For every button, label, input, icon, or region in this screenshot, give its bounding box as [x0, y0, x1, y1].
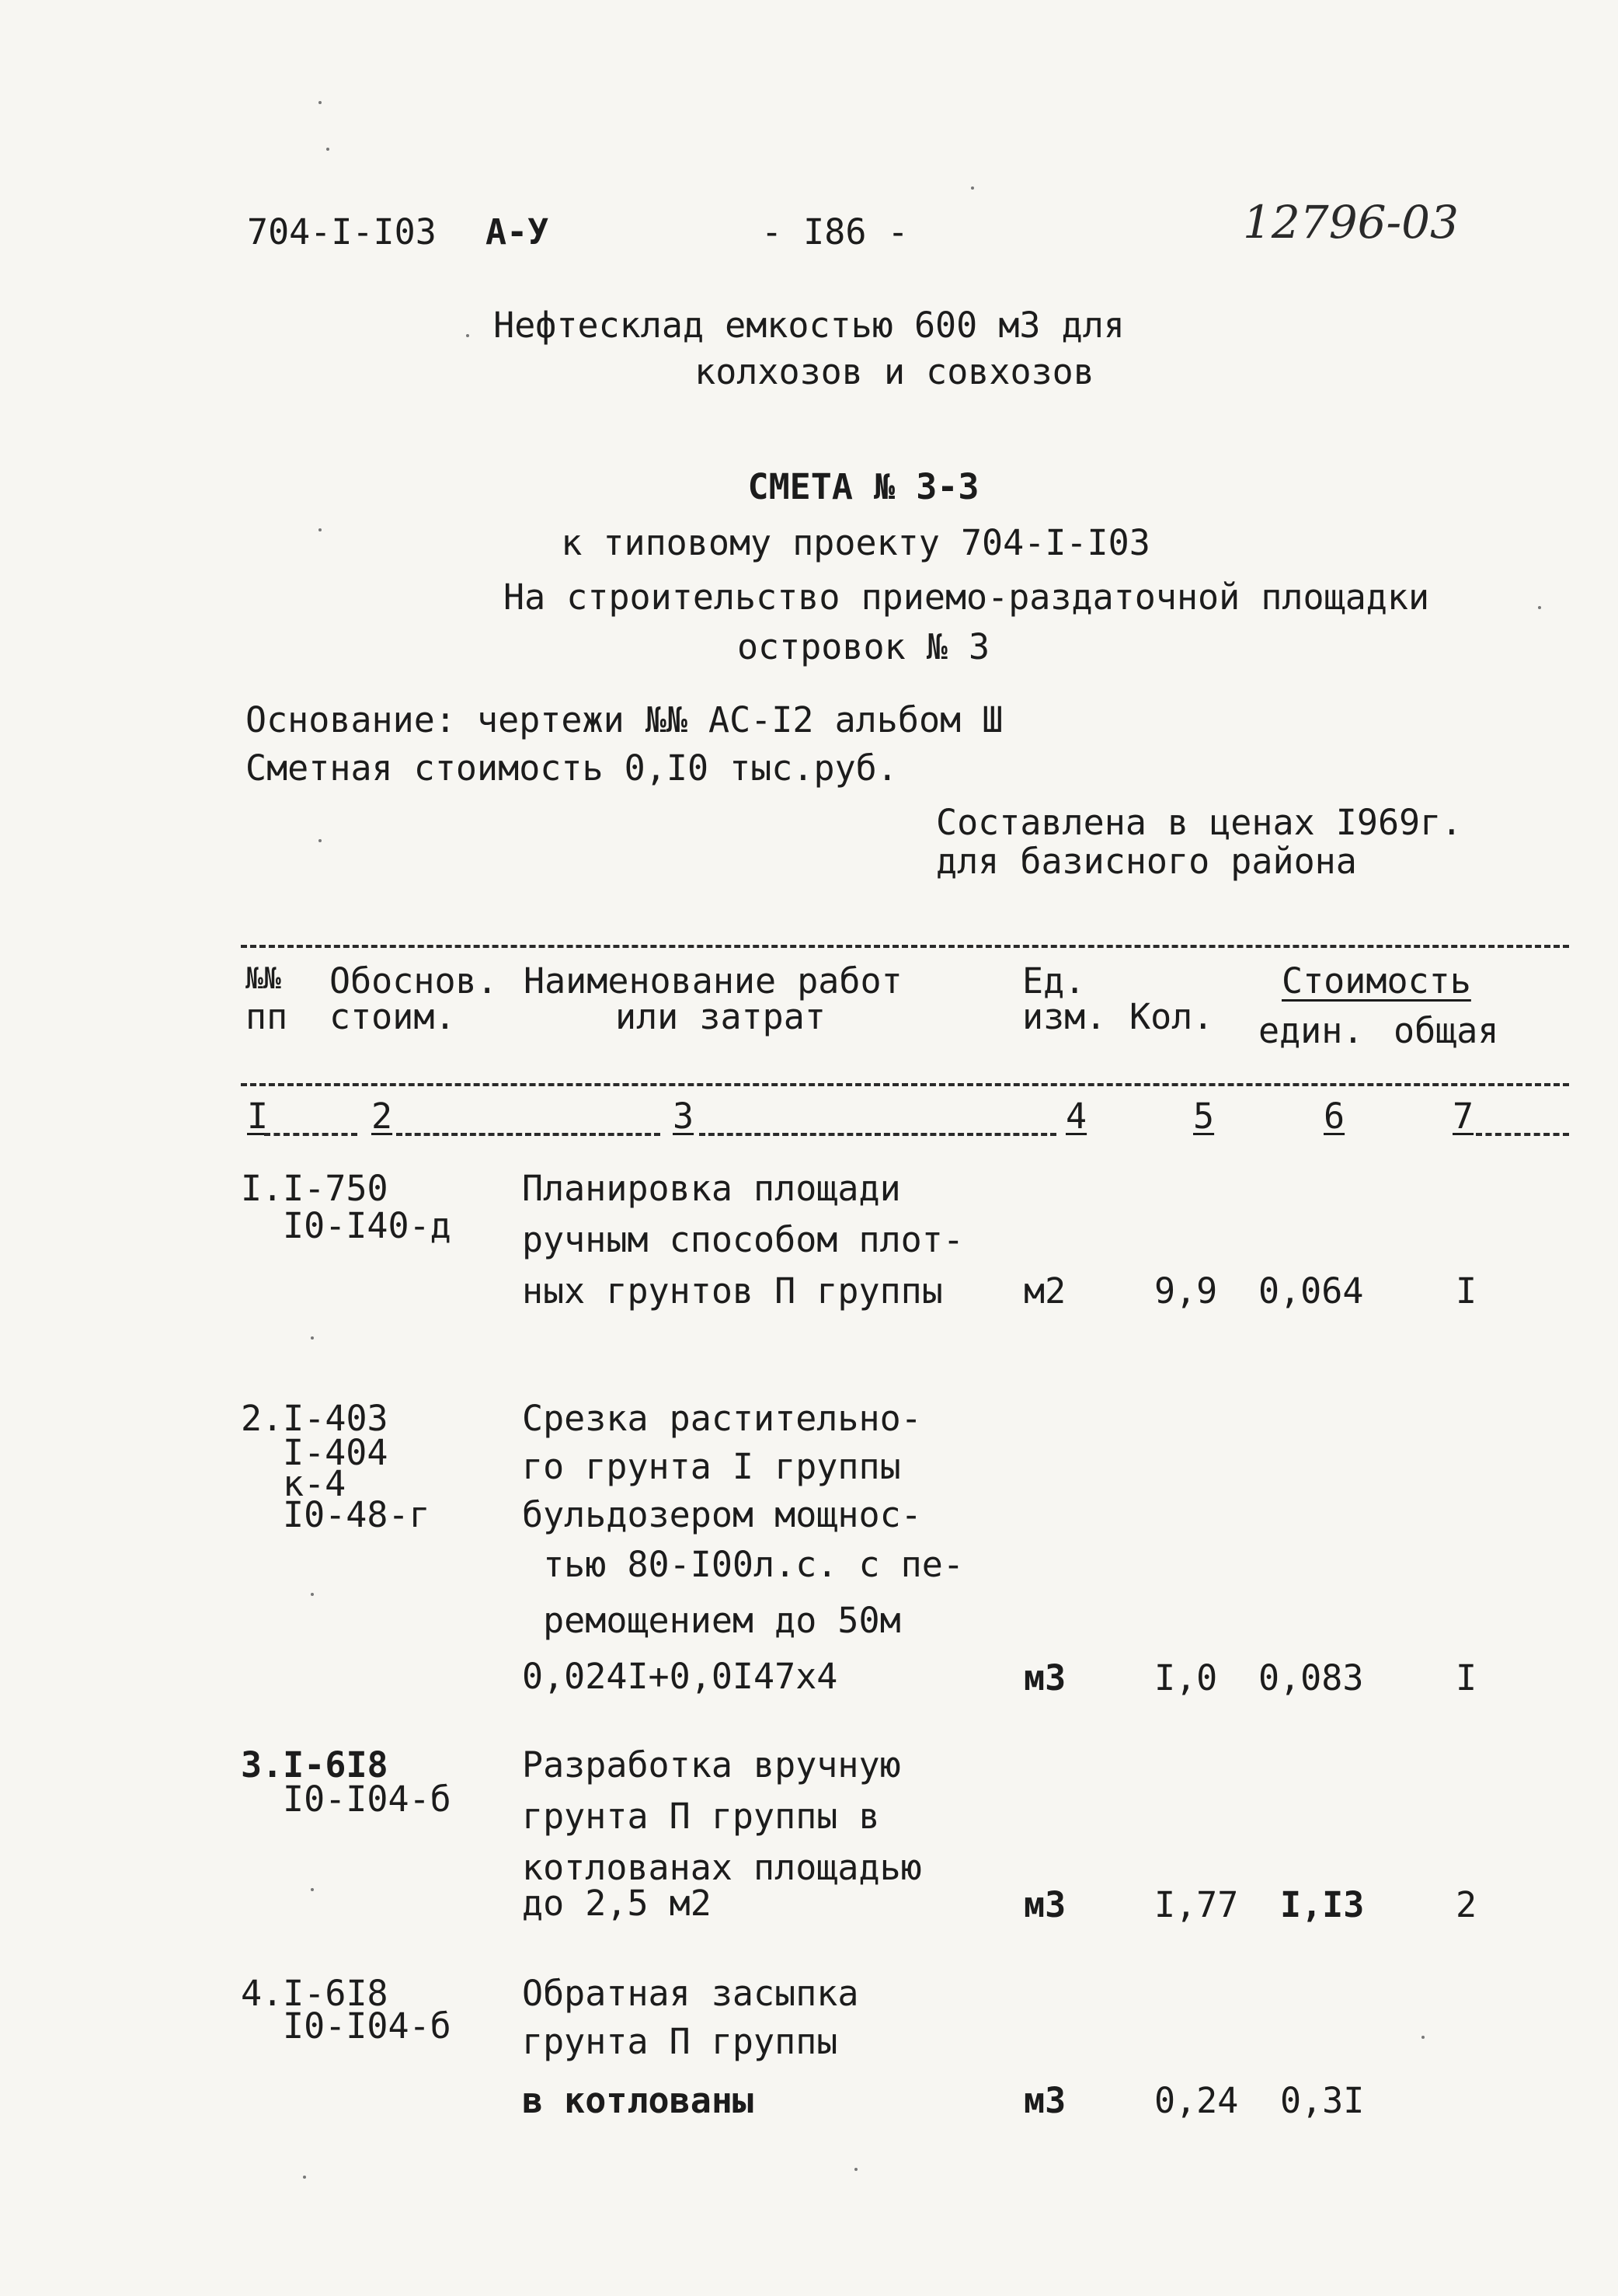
- row4-unit-cost: 0,3I: [1280, 2080, 1365, 2121]
- row1-unit: м2: [1024, 1270, 1066, 1312]
- row4-unit: м3: [1024, 2080, 1066, 2121]
- header-number-a: №№: [245, 961, 281, 995]
- table-header-rule: [241, 1083, 1569, 1086]
- row1-unit-cost: 0,064: [1258, 1270, 1364, 1312]
- scan-speck: [318, 528, 322, 531]
- scan-speck: [311, 1593, 314, 1596]
- header-unit-a: Ед.: [1022, 960, 1086, 1002]
- row2-total: I: [1456, 1657, 1477, 1698]
- column-number-6: 6: [1324, 1096, 1345, 1137]
- row4-code-2: I0-I04-б: [283, 2005, 451, 2047]
- row3-name-1: Разработка вручную: [522, 1744, 901, 1786]
- scan-speck: [303, 2176, 306, 2179]
- row4-name-2: грунта П группы: [522, 2021, 838, 2062]
- smeta-heading: СМЕТА № 3-3: [747, 466, 979, 507]
- handwritten-number: 12796-03: [1243, 196, 1459, 249]
- row2-name-1: Срезка растительно-: [522, 1398, 922, 1439]
- row2-unit-cost: 0,083: [1258, 1657, 1364, 1698]
- column-number-7: 7: [1453, 1096, 1474, 1137]
- scan-speck: [326, 148, 329, 151]
- row1-name-1: Планировка площади: [522, 1168, 901, 1209]
- row2-quantity: I,0: [1154, 1657, 1218, 1698]
- row1-name-2: ручным способом плот-: [522, 1219, 964, 1260]
- column-number-4: 4: [1066, 1096, 1087, 1137]
- row4-quantity: 0,24: [1154, 2080, 1239, 2121]
- prices-note-line-2: для базисного района: [936, 841, 1357, 882]
- header-quantity: Кол.: [1129, 996, 1214, 1037]
- scan-speck: [1538, 606, 1541, 609]
- row2-code-4: I0-48-г: [283, 1494, 430, 1535]
- scan-speck: [971, 186, 974, 190]
- header-name-b: или затрат: [615, 996, 826, 1037]
- header-unit-b: изм.: [1022, 996, 1107, 1037]
- header-basis-a: Обоснов.: [329, 960, 498, 1002]
- basis-line-1: Основание: чертежи №№ АС-I2 альбом Ш: [245, 699, 1004, 740]
- row3-total: 2: [1456, 1884, 1477, 1925]
- smeta-line-3: островок № 3: [736, 626, 990, 667]
- column-number-rule-b: [396, 1133, 660, 1136]
- row4-code-1: 4.I-6I8: [241, 1973, 388, 2014]
- basis-line-2: Сметная стоимость 0,I0 тыс.руб.: [245, 747, 898, 789]
- row3-name-2: грунта П группы в: [522, 1796, 880, 1837]
- row2-name-4: тью 80-I00л.с. с пе-: [522, 1544, 964, 1585]
- header-cost-group: Стоимость: [1282, 960, 1471, 1002]
- document-suffix: А-У: [485, 211, 549, 253]
- row4-name-1: Обратная засыпка: [522, 1973, 859, 2014]
- scan-speck: [1421, 2036, 1425, 2039]
- prices-note-line-1: Составлена в ценах I969г.: [936, 802, 1463, 843]
- row2-code-3: к-4: [283, 1463, 346, 1504]
- row3-name-3: котлованах площадью: [522, 1847, 922, 1888]
- column-number-2: 2: [371, 1096, 393, 1137]
- row2-name-6: 0,024I+0,0I47х4: [522, 1656, 838, 1697]
- header-name-a: Наименование работ: [524, 960, 903, 1002]
- document-code: 704-I-I03: [247, 211, 437, 253]
- row1-code-2: I0-I40-д: [283, 1205, 451, 1246]
- header-unit-cost: един.: [1258, 1010, 1364, 1051]
- row2-name-3: бульдозером мощнос-: [522, 1494, 922, 1535]
- row3-unit: м3: [1024, 1884, 1066, 1925]
- row1-quantity: 9,9: [1154, 1270, 1218, 1312]
- scan-speck: [854, 2168, 858, 2171]
- scan-speck: [318, 839, 322, 842]
- row3-name-4: до 2,5 м2: [522, 1883, 712, 1924]
- title-line-2: колхозов и совхозов: [694, 351, 1094, 392]
- page-number: - I86 -: [761, 211, 909, 253]
- header-number-b: пп: [245, 996, 288, 1037]
- row2-code-1: 2.I-403: [241, 1398, 388, 1439]
- smeta-line-1: к типовому проекту 704-I-I03: [561, 522, 1150, 563]
- column-number-rule-c: [699, 1133, 1056, 1136]
- row2-code-2: I-404: [283, 1432, 388, 1473]
- row3-unit-cost: I,I3: [1280, 1884, 1365, 1925]
- row2-name-5: ремощением до 50м: [522, 1600, 901, 1641]
- header-total-cost: общая: [1394, 1010, 1499, 1051]
- scan-speck: [466, 334, 469, 337]
- row3-code-1: 3.I-6I8: [241, 1744, 388, 1786]
- row3-quantity: I,77: [1154, 1884, 1239, 1925]
- column-number-3: 3: [673, 1096, 694, 1137]
- column-number-rule-a: [264, 1133, 357, 1136]
- row1-name-3: ных грунтов П группы: [522, 1270, 943, 1312]
- row1-total: I: [1456, 1270, 1477, 1312]
- row2-name-2: го грунта I группы: [522, 1446, 901, 1487]
- column-number-1: I: [247, 1096, 269, 1137]
- row3-code-2: I0-I04-б: [283, 1779, 451, 1820]
- row1-code-1: I.I-750: [241, 1168, 388, 1209]
- header-basis-b: стоим.: [329, 996, 456, 1037]
- scan-speck: [318, 101, 322, 104]
- row4-name-3: в котлованы: [522, 2080, 754, 2121]
- column-number-rule-d: [1476, 1133, 1569, 1136]
- scan-speck: [311, 1336, 314, 1340]
- table-top-rule: [241, 945, 1569, 948]
- title-line-1: Нефтесклад емкостью 600 м3 для: [493, 305, 1125, 346]
- column-number-5: 5: [1193, 1096, 1215, 1137]
- scan-speck: [311, 1888, 314, 1891]
- row2-unit: м3: [1024, 1657, 1066, 1698]
- smeta-line-2: На строительство приемо-раздаточной площадки: [503, 577, 1430, 618]
